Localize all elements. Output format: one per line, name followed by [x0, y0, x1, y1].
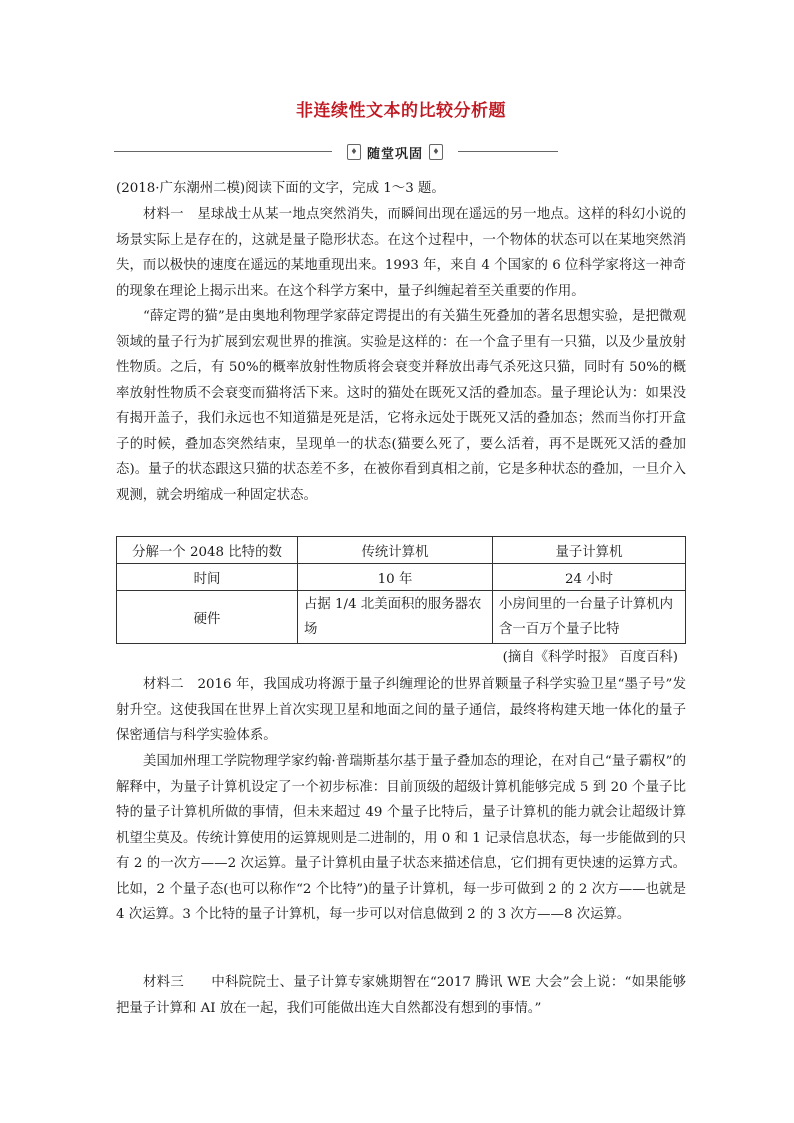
divider-left	[114, 151, 332, 152]
section-header	[114, 141, 558, 163]
comparison-table	[116, 536, 686, 644]
table-row	[117, 591, 686, 644]
table-cell: 占据 1/4 北美面积的服务器农场	[298, 591, 493, 644]
material-1-para-1: 材料一 星球战士从某一地点突然消失，而瞬间出现在遥远的另一地点。这样的科幻小说的场景实际上是存在的，这就是量子隐形状态。在这个过程中，一个物体的状态可以在某地突然消失，而以极快的速度在遥远的某地重现出来。1993 年，来自 4 个国家的 6 位科学家将这一神奇的现象在理论上揭示出来。在这个科学方案中，量子纠缠起着至关重要的作用。	[116, 207, 686, 299]
source-citation: (摘自《科学时报》 百度百科)	[502, 650, 678, 665]
document-title: 非连续性文本的比较分析题	[296, 101, 506, 121]
table-cell: 小房间里的一台量子计算机内含一百万个量子比特	[493, 591, 686, 644]
table-row	[117, 564, 686, 591]
table-cell: 24 小时	[493, 564, 686, 591]
table-header: 传统计算机	[298, 537, 493, 564]
table-row	[117, 537, 686, 564]
divider-right	[458, 151, 558, 152]
material-2-para-1: 材料二 2016 年，我国成功将源于量子纠缠理论的世界首颗量子科学实验卫星“墨子号”发射升空。这使我国在世界上首次实现卫星和地面之间的量子通信，最终将构建天地一体化的量子保密通信与科学实验体系。	[116, 677, 686, 743]
material-3-para-1: 材料三 中科院院士、量子计算专家姚期智在“2017 腾讯 WE 大会”会上说：“如果能够把量子计算和 AI 放在一起，我们可能做出连大自然都没有想到的事情。”	[116, 975, 686, 1016]
table-cell: 硬件	[117, 591, 298, 644]
material-2-para-2: 美国加州理工学院物理学家约翰·普瑞斯基尔基于量子叠加态的理论，在对自己“量子霸权”的解释中，为量子计算机设定了一个初步标准：目前顶级的超级计算机能够完成 5 到 20 个量子比特的量子计算机所做的事情，但未来超过 49 个量子比特后，量子计算机的能力就会让超级计算机望尘莫及。传统计算使用的运算规则是二进制的，用 0 和 1 记录信息状态，每一步能做到的只有 2 的一次方——2 次运算。量子计算机由量子状态来描述信息，它们拥有更快速的运算方式。比如，2 个量子态(也可以称作“2 个比特”)的量子计算机，每一步可做到 2 的 2 次方——也就是 4 次运算。3 个比特的量子计算机，每一步可以对信息做到 2 的 3 次方——8 次运算。	[116, 754, 686, 922]
material-1-para-2: “薛定谔的猫”是由奥地利物理学家薛定谔提出的有关猫生死叠加的著名思想实验，是把微观领域的量子行为扩展到宏观世界的推演。实验是这样的：在一个盒子里有一只猫，以及少量放射性物质。之后，有 50%的概率放射性物质将会衰变并释放出毒气杀死这只猫，同时有 50%的概率放射性物质不会衰变而猫将活下来。这时的猫处在既死又活的叠加态。量子理论认为：如果没有揭开盖子，我们永远也不知道猫是死是活，它将永远处于既死又活的叠加态；然而当你打开盒子的时候，叠加态突然结束，呈现单一的状态(猫要么死了，要么活着，再不是既死又活的叠加态)。量子的状态跟这只猫的状态差不多，在被你看到真相之前，它是多种状态的叠加，一旦介入观测，就会坍缩成一种固定状态。	[116, 309, 686, 503]
table-cell: 分解一个 2048 比特的数	[117, 537, 298, 564]
table-cell: 10 年	[298, 564, 493, 591]
ornament-left-icon: ♦	[347, 144, 361, 160]
table-header: 量子计算机	[493, 537, 686, 564]
ornament-right-icon: ♦	[429, 144, 443, 160]
section-label: 随堂巩固	[366, 146, 423, 162]
intro-text: (2018·广东潮州二模)阅读下面的文字，完成 1～3 题。	[116, 181, 445, 196]
table-cell: 时间	[117, 564, 298, 591]
